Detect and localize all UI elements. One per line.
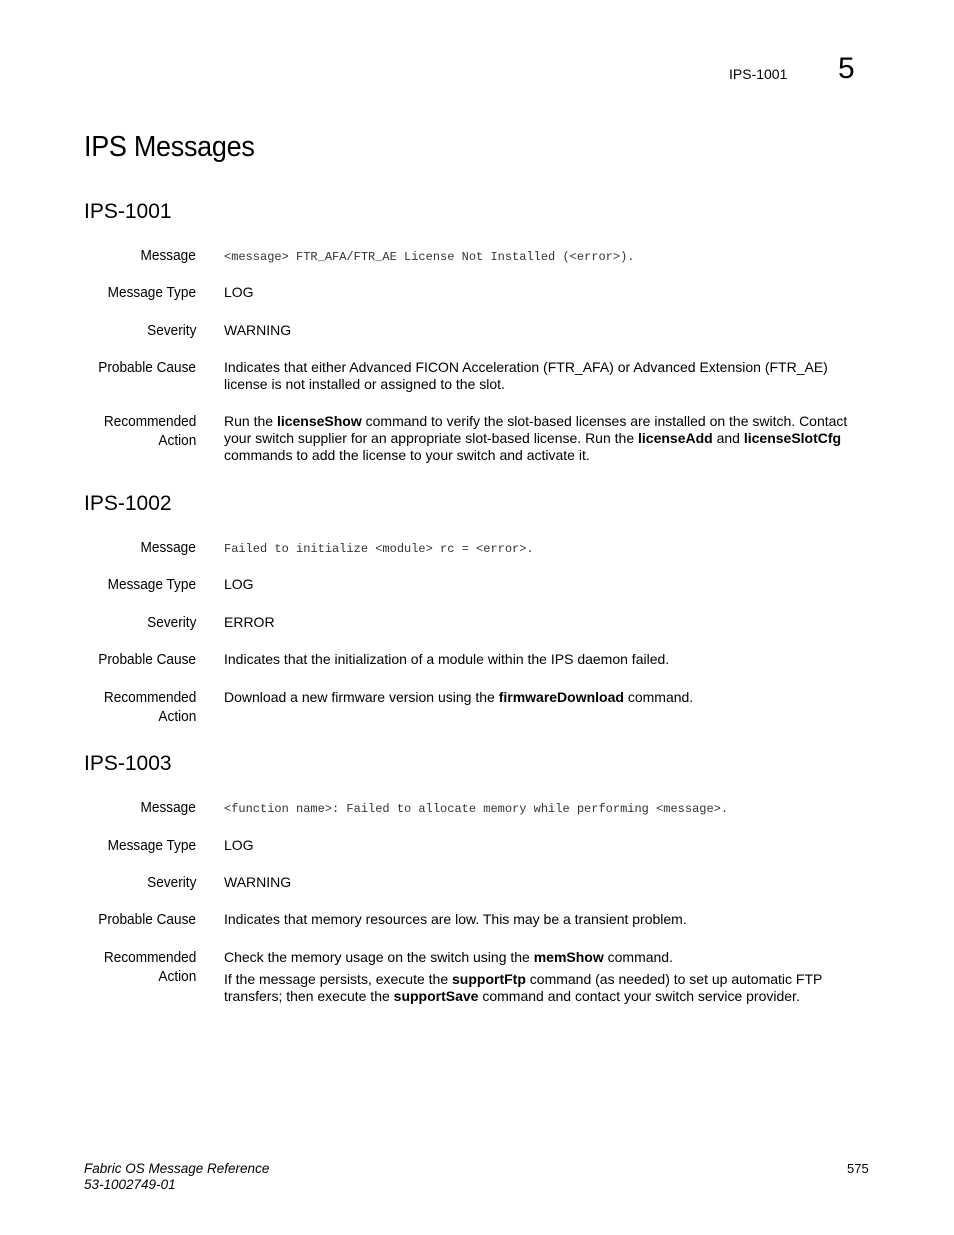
message-type-label: Message Type: [107, 838, 196, 854]
action-text: If the message persists, execute the: [224, 971, 453, 987]
action-text: and: [712, 430, 744, 446]
action-text: Check the memory usage on the switch using the: [224, 949, 534, 965]
command-name: memShow: [533, 949, 604, 965]
message-label: Message: [140, 800, 196, 816]
recommended-label-line1: Recommended: [103, 690, 196, 706]
message-label: Message: [140, 248, 196, 264]
message-text: <function name>: Failed to allocate memory while performing <message>.: [224, 802, 729, 816]
probable-cause-label: Probable Cause: [98, 652, 196, 668]
severity-value: WARNING: [224, 322, 292, 338]
action-text: command (as needed) to set up automatic FTP transfers; then execute the: [224, 971, 823, 1004]
footer-document-title: Fabric OS Message Reference: [84, 1161, 270, 1176]
command-name: licenseAdd: [638, 430, 713, 446]
action-paragraph: [224, 689, 864, 706]
footer-document-info: [84, 1161, 269, 1193]
recommended-action-value: [224, 413, 864, 464]
command-name: licenseShow: [276, 413, 362, 429]
recommended-label-line1: Recommended: [103, 414, 196, 430]
severity-value: WARNING: [224, 874, 292, 890]
command-name: licenseSlotCfg: [743, 430, 842, 446]
recommended-action-value: [224, 949, 864, 1005]
message-heading-ips-1001: IPS-1001: [84, 200, 172, 223]
probable-cause-label: Probable Cause: [98, 360, 196, 376]
recommended-label-line2: Action: [158, 433, 196, 449]
probable-cause-value: Indicates that memory resources are low. This may be a transient problem.: [224, 911, 687, 927]
action-text: commands to add the license to your switch and activate it.: [224, 447, 590, 463]
command-name: firmwareDownload: [498, 689, 624, 705]
footer-page-number: 575: [847, 1161, 869, 1176]
message-type-label: Message Type: [107, 285, 196, 301]
severity-value: ERROR: [224, 614, 275, 630]
action-paragraph: [224, 949, 864, 966]
recommended-action-label: [104, 949, 196, 987]
probable-cause-value: Indicates that either Advanced FICON Acceleration (FTR_AFA) or Advanced Extension (FTR_AE) license is not installed or assigned to the slot.: [224, 359, 828, 392]
message-type-label: Message Type: [107, 577, 196, 593]
message-heading-ips-1003: IPS-1003: [84, 752, 172, 775]
action-text: command.: [603, 949, 673, 965]
message-heading-ips-1002: IPS-1002: [84, 492, 172, 515]
command-name: supportSave: [393, 988, 479, 1004]
action-text: Run the: [224, 413, 277, 429]
recommended-action-label: [104, 413, 196, 451]
action-paragraph: [224, 971, 864, 1005]
message-type-value: LOG: [224, 576, 254, 592]
severity-label: Severity: [146, 323, 196, 339]
action-text: command to verify the slot-based licenses are installed on the switch. Contact your switch supplier for an appropriate slot-based license. Run the: [224, 413, 848, 446]
action-text: command.: [623, 689, 694, 705]
message-type-value: LOG: [224, 284, 254, 300]
probable-cause-value: Indicates that the initialization of a module within the IPS daemon failed.: [224, 651, 670, 667]
message-text: <message> FTR_AFA/FTR_AE License Not Installed (<error>).: [224, 250, 635, 264]
recommended-label-line2: Action: [158, 709, 196, 725]
page-title: IPS Messages: [84, 131, 255, 163]
probable-cause-label: Probable Cause: [98, 912, 196, 928]
footer-document-number: 53-1002749-01: [84, 1177, 176, 1192]
action-text: command and contact your switch service provider.: [478, 988, 800, 1004]
running-header-section: IPS-1001: [729, 66, 788, 82]
action-text: Download a new firmware version using the: [224, 689, 499, 705]
recommended-action-label: [104, 689, 196, 727]
recommended-action-value: [224, 689, 864, 706]
recommended-label-line1: Recommended: [103, 950, 196, 966]
command-name: supportFtp: [452, 971, 526, 987]
message-text: Failed to initialize <module> rc = <error>.: [224, 542, 534, 556]
message-type-value: LOG: [224, 837, 254, 853]
chapter-number: 5: [838, 52, 855, 85]
severity-label: Severity: [146, 615, 196, 631]
recommended-label-line2: Action: [158, 969, 196, 985]
severity-label: Severity: [146, 875, 196, 891]
message-label: Message: [140, 540, 196, 556]
action-paragraph: [224, 413, 864, 464]
